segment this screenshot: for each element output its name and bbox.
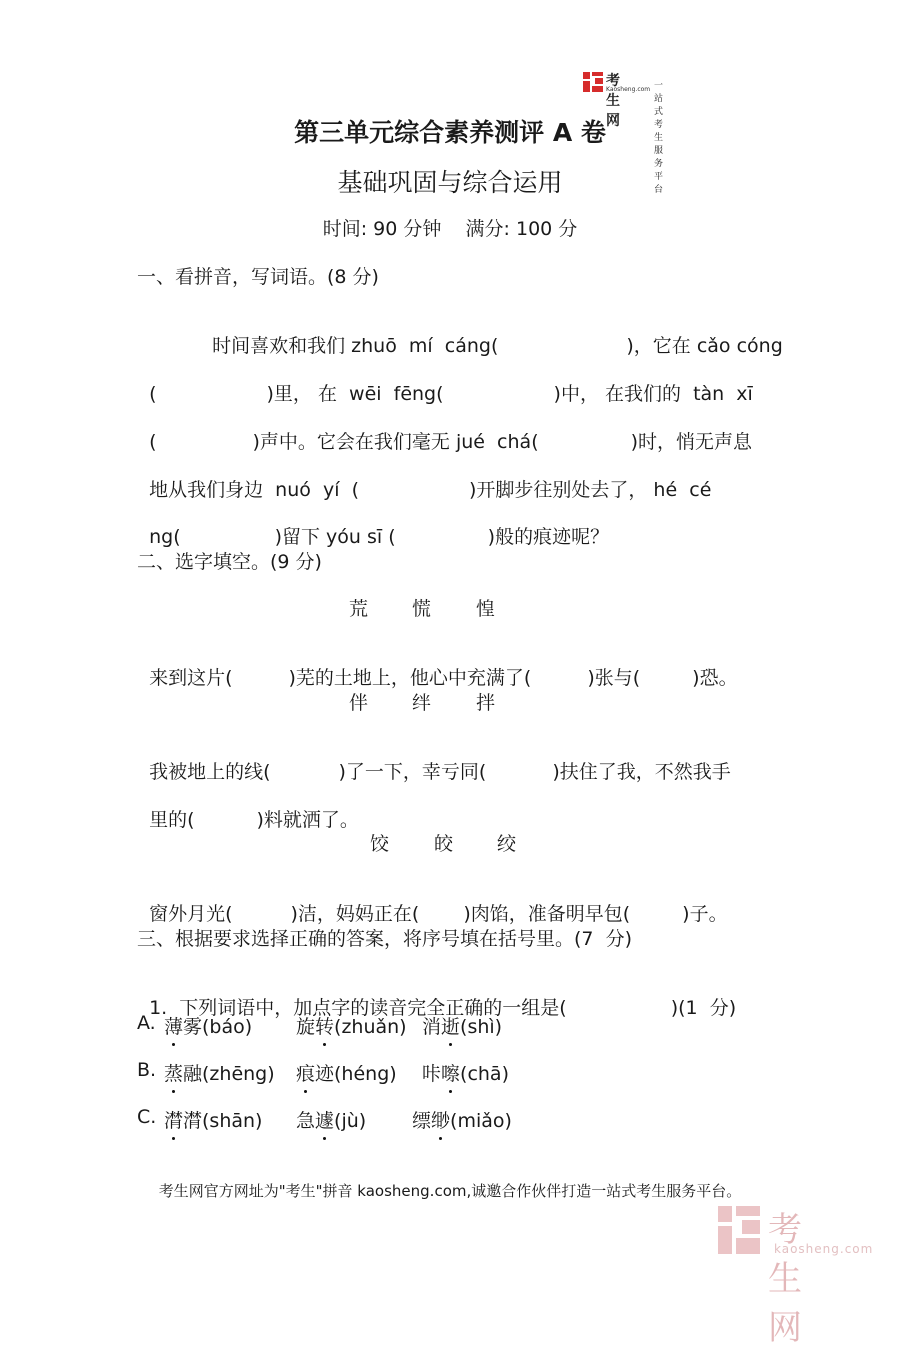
section3-heading: 三、根据要求选择正确的答案，将序号填在括号里。(7 分) xyxy=(137,928,632,950)
text-segment: (jù) xyxy=(334,1110,367,1132)
text-segment: )料就洒了。 xyxy=(256,809,359,831)
text-segment: 地从我们身边 nuó yí ( xyxy=(149,479,359,501)
dotted-char: 蒸 xyxy=(164,1059,183,1086)
page-title: 第三单元综合素养测评 A 卷 xyxy=(294,118,606,147)
text-segment: 咔 xyxy=(422,1063,442,1085)
option-a-label: A. xyxy=(137,1012,156,1034)
text-segment: ( xyxy=(149,431,157,453)
text-segment: )恐。 xyxy=(692,667,738,689)
option-char: 荒 xyxy=(349,598,369,620)
text-segment: ( xyxy=(149,383,157,405)
text-segment: )开脚步往别处去了， hé cé xyxy=(468,479,712,501)
option-char: 惶 xyxy=(476,598,496,620)
text-segment: (miǎo) xyxy=(450,1110,512,1132)
option-char: 皎 xyxy=(434,833,454,855)
text-segment: )时，悄无声息 xyxy=(630,431,753,453)
dotted-char: 逝 xyxy=(441,1012,460,1039)
dotted-char: 潸 xyxy=(164,1106,183,1133)
text-segment: 时间喜欢和我们 zhuō mí cáng( xyxy=(212,335,499,357)
logo-domain: Kaosheng.com xyxy=(606,86,651,93)
kaosheng-logo-icon xyxy=(582,71,604,93)
text-segment: )般的痕迹呢？ xyxy=(487,526,610,548)
time-info: 时间: 90 分钟 满分: 100 分 xyxy=(322,218,578,240)
option-c-word-1 xyxy=(164,1106,262,1133)
option-b-word-1 xyxy=(164,1059,275,1086)
dotted-char: 缈 xyxy=(431,1106,450,1133)
text-segment: 里的( xyxy=(149,809,195,831)
option-a-word-2 xyxy=(296,1012,407,1039)
text-segment: )芜的土地上，他心中充满了( xyxy=(288,667,532,689)
text-segment: 来到这片( xyxy=(149,667,233,689)
text-segment: (zhuǎn) xyxy=(334,1016,407,1038)
option-b-word-2 xyxy=(296,1059,397,1086)
dotted-char: 嚓 xyxy=(441,1059,460,1086)
text-segment: 旋 xyxy=(296,1016,316,1038)
text-segment: 迹(héng) xyxy=(315,1063,397,1085)
section1-line2 xyxy=(137,357,753,406)
text-segment: 缥 xyxy=(412,1110,432,1132)
section1-heading: 一、看拼音，写词语。(8 分) xyxy=(137,266,379,288)
option-char: 绊 xyxy=(412,692,432,714)
text-segment: 潸(shān) xyxy=(183,1110,263,1132)
text-segment: )声中。它会在我们毫无 jué chá( xyxy=(252,431,539,453)
option-c-label: C. xyxy=(137,1106,157,1128)
text-segment: ng( xyxy=(149,526,181,548)
text-segment: )洁，妈妈正在( xyxy=(290,903,420,925)
watermark-text: 考生网 xyxy=(768,1210,803,1348)
text-segment: )中， 在我们的 tàn xī xyxy=(553,383,753,405)
text-segment: )肉馅，准备明早包( xyxy=(463,903,631,925)
dotted-char: 遽 xyxy=(315,1106,334,1133)
page-footer: 考生网官方网址为"考生"拼音 kaosheng.com,诚邀合作伙伴打造一站式考生服务平台。 xyxy=(158,1182,742,1200)
option-char: 绞 xyxy=(497,833,517,855)
text-segment: (chā) xyxy=(460,1063,509,1085)
text-segment: 1. 下列词语中，加点字的读音完全正确的一组是( xyxy=(149,997,567,1019)
text-segment: 消 xyxy=(422,1016,442,1038)
text-segment: )张与( xyxy=(587,667,641,689)
section2-line4 xyxy=(137,877,728,926)
logo-text: 考生网 xyxy=(606,73,620,129)
text-segment: 融(zhēng) xyxy=(183,1063,275,1085)
option-char: 拌 xyxy=(476,692,496,714)
text-segment: 雾(báo) xyxy=(183,1016,253,1038)
option-a-word-1 xyxy=(164,1012,252,1039)
option-a-word-3 xyxy=(422,1012,502,1039)
text-segment: )留下 yóu sī ( xyxy=(274,526,396,548)
section2-line2 xyxy=(137,735,731,784)
section1-line1 xyxy=(200,309,783,358)
text-segment: )了一下，幸亏同( xyxy=(338,761,487,783)
section2-line1 xyxy=(137,641,738,690)
page-subtitle: 基础巩固与综合运用 xyxy=(337,168,563,197)
section1-line4 xyxy=(137,453,711,502)
text-segment: )(1 分) xyxy=(670,997,737,1019)
dotted-char: 痕 xyxy=(296,1059,315,1086)
option-c-word-3 xyxy=(412,1106,512,1133)
option-char: 伴 xyxy=(349,692,369,714)
text-segment: )子。 xyxy=(682,903,728,925)
section1-line5 xyxy=(137,500,609,549)
option-c-word-2 xyxy=(296,1106,366,1133)
option-char: 饺 xyxy=(370,833,390,855)
text-segment: (shì) xyxy=(460,1016,503,1038)
section2-heading: 二、选字填空。(9 分) xyxy=(137,551,322,573)
logo-slogan: 一站式考生服务平台 xyxy=(654,81,664,195)
option-char: 慌 xyxy=(412,598,432,620)
option-b-label: B. xyxy=(137,1059,157,1081)
option-b-word-3 xyxy=(422,1059,509,1086)
text-segment: 我被地上的线( xyxy=(149,761,271,783)
section1-line3 xyxy=(137,405,752,454)
dotted-char: 转 xyxy=(315,1012,334,1039)
text-segment: 急 xyxy=(296,1110,316,1132)
text-segment: )扶住了我，不然我手 xyxy=(552,761,731,783)
text-segment: )，它在 cǎo cóng xyxy=(626,335,783,357)
dotted-char: 薄 xyxy=(164,1012,183,1039)
section2-line3 xyxy=(137,783,359,832)
watermark-logo-icon xyxy=(716,1204,762,1256)
text-segment: )里， 在 wēi fēng( xyxy=(266,383,444,405)
text-segment: 窗外月光( xyxy=(149,903,233,925)
watermark-domain: kaosheng.com xyxy=(774,1242,874,1256)
